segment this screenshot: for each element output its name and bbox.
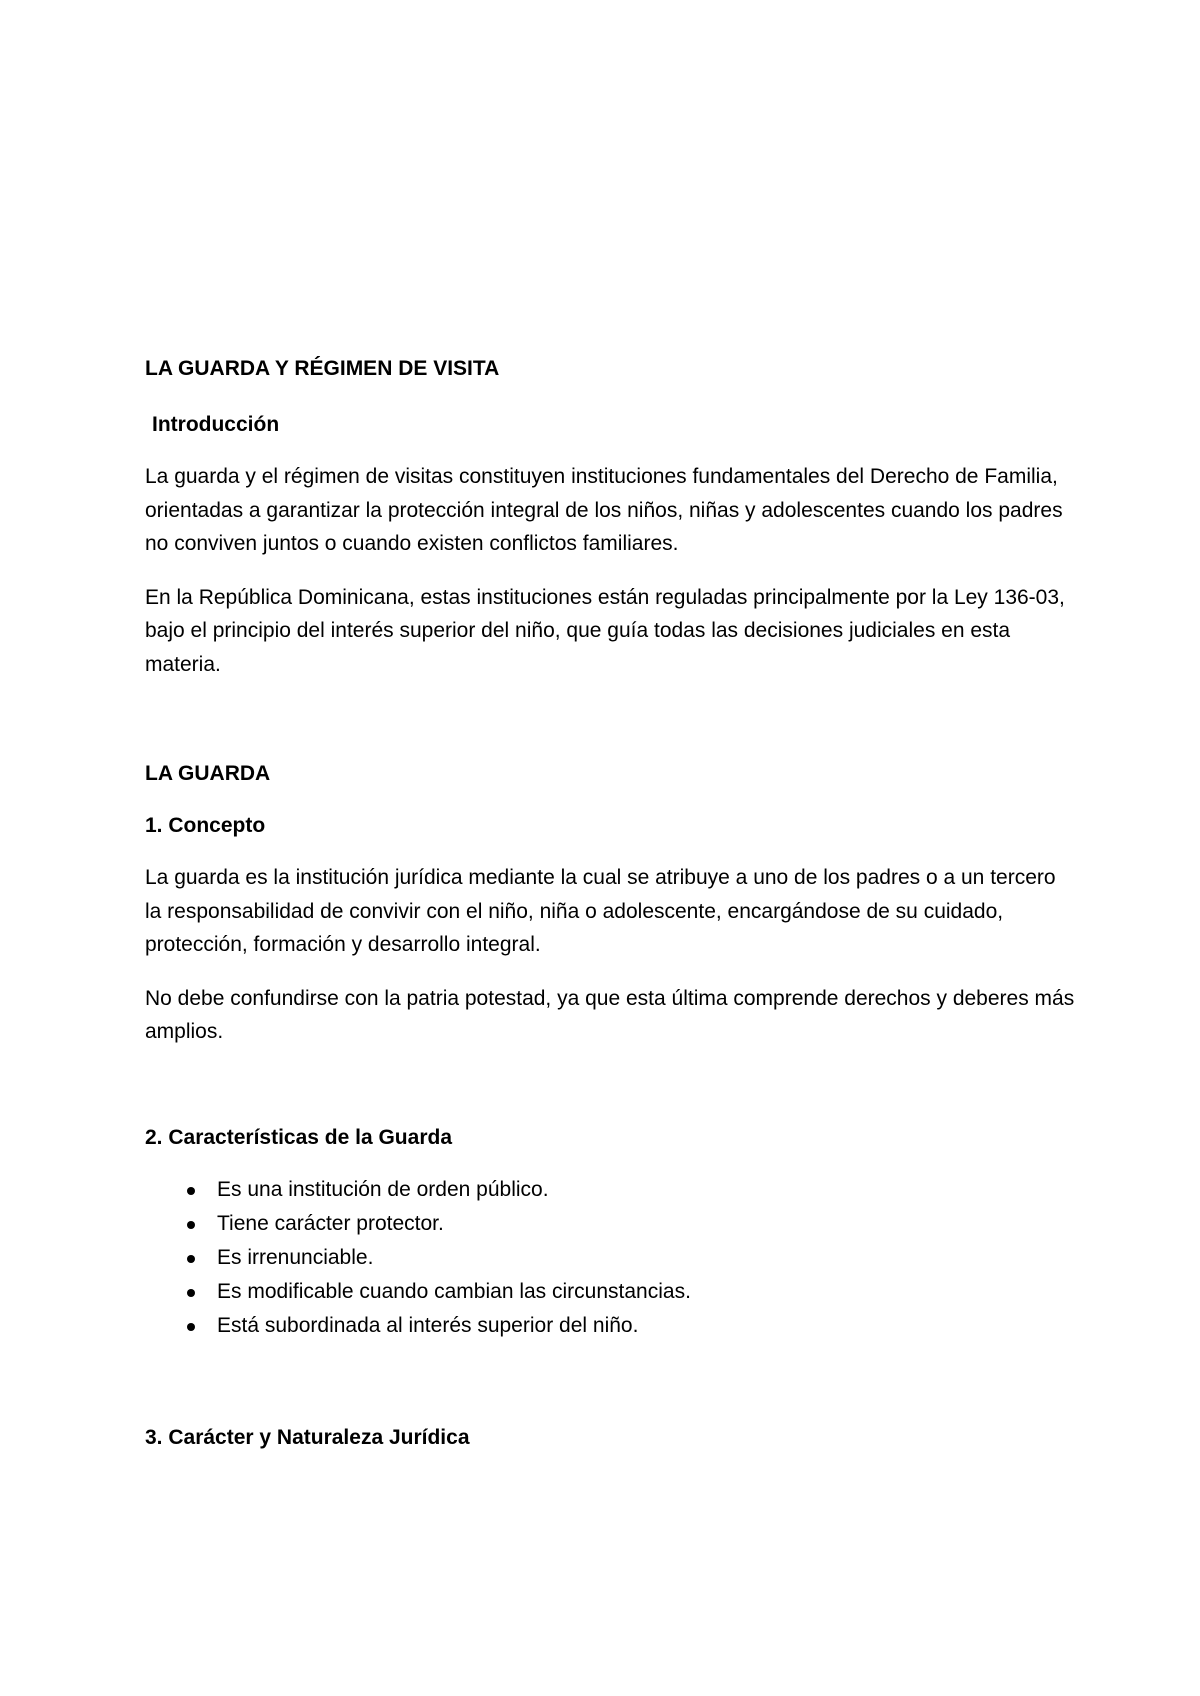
bullet-icon xyxy=(187,1323,195,1331)
intro-paragraph: La guarda y el régimen de visitas constituyen instituciones fundamentales del Derecho de Familia, orientadas a garantizar la protección integral de los niños, niñas y adolescentes cuando los padres no conviven juntos o cuando existen conflictos familiares. xyxy=(145,465,1063,555)
list-item xyxy=(145,1241,1075,1275)
concepto-paragraph: No debe confundirse con la patria potestad, ya que esta última comprende derechos y deberes más amplios. xyxy=(145,986,1075,1043)
list-item-text: Es modificable cuando cambian las circunstancias. xyxy=(217,1279,691,1303)
concepto-heading: 1. Concepto xyxy=(145,814,266,837)
concepto-paragraph: La guarda es la institución jurídica mediante la cual se atribuye a uno de los padres o a un tercero la responsabilidad de convivir con el niño, niña o adolescente, encargándose de su cuidado, protección, formación y desarrollo integral. xyxy=(145,866,1056,956)
list-item xyxy=(145,1207,1075,1241)
section-heading-guarda: LA GUARDA xyxy=(145,762,271,785)
list-item xyxy=(145,1309,1075,1343)
spacer xyxy=(145,1343,1075,1421)
bullet-icon xyxy=(187,1221,195,1229)
bullet-icon xyxy=(187,1187,195,1195)
list-item-text: Tiene carácter protector. xyxy=(217,1211,444,1235)
list-item-text: Es una institución de orden público. xyxy=(217,1177,549,1201)
list-item-text: Es irrenunciable. xyxy=(217,1245,374,1269)
intro-paragraph: En la República Dominicana, estas instituciones están reguladas principalmente por la Ley 136-03, bajo el principio del interés superior del niño, que guía todas las decisiones judiciales en esta materia. xyxy=(145,585,1065,676)
caracteristicas-list xyxy=(145,1173,1075,1343)
intro-heading: Introducción xyxy=(152,413,280,436)
spacer xyxy=(145,1069,1075,1121)
list-item-text: Está subordinada al interés superior del niño. xyxy=(217,1313,639,1337)
spacer xyxy=(145,701,1075,757)
document-title: LA GUARDA Y RÉGIMEN DE VISITA xyxy=(145,357,500,380)
caracteristicas-heading: 2. Características de la Guarda xyxy=(145,1125,452,1149)
list-item xyxy=(145,1275,1075,1309)
list-item xyxy=(145,1173,1075,1207)
bullet-icon xyxy=(187,1289,195,1297)
naturaleza-heading: 3. Carácter y Naturaleza Jurídica xyxy=(145,1425,470,1449)
document-body xyxy=(145,352,1075,1473)
bullet-icon xyxy=(187,1255,195,1263)
